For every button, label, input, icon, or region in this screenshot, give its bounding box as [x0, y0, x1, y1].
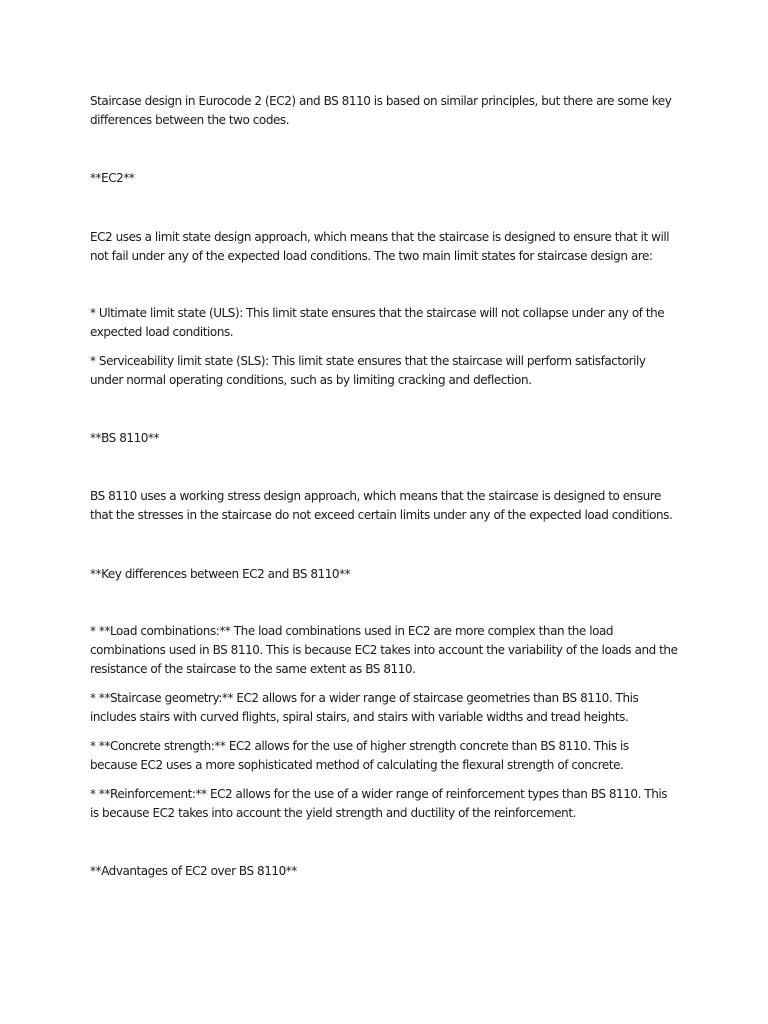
bs8110-paragraph-line: BS 8110 uses a working stress design approach, which means that the staircase is designed to ensure [90, 489, 661, 503]
sls-bullet-line: * Serviceability limit state (SLS): This limit state ensures that the staircase will perform satisfactorily [90, 354, 646, 368]
load-combinations-bullet-line: combinations used in BS 8110. This is because EC2 takes into account the variability of the loads and the [90, 643, 678, 657]
concrete-strength-bullet-line: * **Concrete strength:** EC2 allows for the use of higher strength concrete than BS 8110. This is [90, 739, 629, 753]
ec2-paragraph-line: not fail under any of the expected load conditions. The two main limit states for staircase design are: [90, 249, 653, 263]
key-differences-heading: **Key differences between EC2 and BS 8110** [90, 567, 351, 581]
advantages-heading: **Advantages of EC2 over BS 8110** [90, 864, 297, 878]
staircase-geometry-bullet-line: * **Staircase geometry:** EC2 allows for a wider range of staircase geometries than BS 8110. This [90, 691, 639, 705]
intro-paragraph-line: differences between the two codes. [90, 113, 290, 127]
load-combinations-bullet-line: resistance of the staircase to the same extent as BS 8110. [90, 662, 416, 676]
sls-bullet-line: under normal operating conditions, such as by limiting cracking and deflection. [90, 373, 532, 387]
concrete-strength-bullet-line: because EC2 uses a more sophisticated method of calculating the flexural strength of concrete. [90, 758, 624, 772]
ec2-paragraph-line: EC2 uses a limit state design approach, which means that the staircase is designed to ensure that it will [90, 230, 670, 244]
bs8110-paragraph-line: that the stresses in the staircase do not exceed certain limits under any of the expected load conditions. [90, 508, 673, 522]
bs8110-heading: **BS 8110** [90, 431, 160, 445]
staircase-geometry-bullet-line: includes stairs with curved flights, spiral stairs, and stairs with variable widths and tread heights. [90, 710, 629, 724]
uls-bullet-line: * Ultimate limit state (ULS): This limit state ensures that the staircase will not collapse under any of the [90, 306, 665, 320]
reinforcement-bullet-line: is because EC2 takes into account the yield strength and ductility of the reinforcement. [90, 806, 576, 820]
reinforcement-bullet-line: * **Reinforcement:** EC2 allows for the use of a wider range of reinforcement types than BS 8110. This [90, 787, 668, 801]
ec2-heading: **EC2** [90, 171, 135, 185]
load-combinations-bullet-line: * **Load combinations:** The load combinations used in EC2 are more complex than the load [90, 624, 614, 638]
uls-bullet-line: expected load conditions. [90, 325, 234, 339]
intro-paragraph-line: Staircase design in Eurocode 2 (EC2) and BS 8110 is based on similar principles, but there are some key [90, 94, 672, 108]
